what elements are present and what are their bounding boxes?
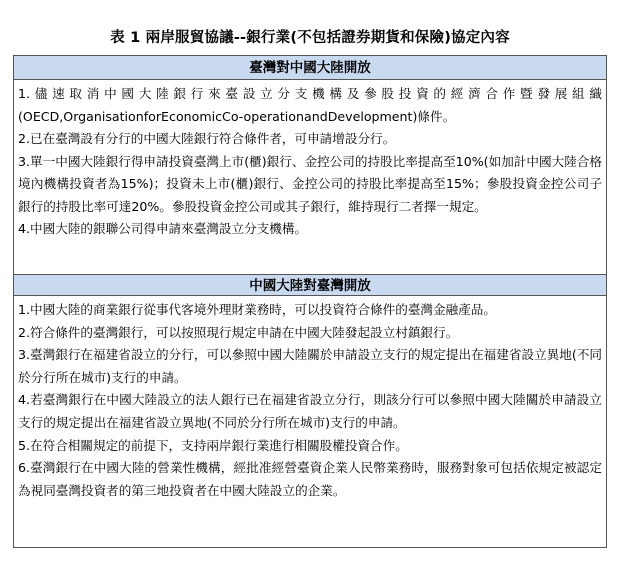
list-item: 6.臺灣銀行在中國大陸的營業性機構，經批准經營臺資企業人民幣業務時，服務對象可包括依規定被認定為視同臺灣投資者的第三地投資者在中國大陸設立的企業。 [18, 460, 602, 498]
list-item: 2.已在臺灣設有分行的中國大陸銀行符合條件者，可申請增設分行。 [18, 131, 396, 146]
section-header-taiwan-opening: 臺灣對中國大陸開放 [14, 56, 606, 80]
list-item: 1.中國大陸的商業銀行從事代客境外理財業務時，可以投資符合條件的臺灣金融產品。 [18, 302, 496, 317]
section-body-taiwan-opening [14, 80, 606, 274]
list-item: 1.儘速取消中國大陸銀行來臺設立分支機構及參股投資的經濟合作暨發展組織(OECD,OrganisationforEconomicCo-operationandDevelopment)條件。 [18, 86, 602, 124]
agreement-table [13, 55, 607, 548]
list-item: 5.在符合相關規定的前提下，支持兩岸銀行業進行相關股權投資合作。 [18, 437, 408, 453]
list-item: 3.單一中國大陸銀行得申請投資臺灣上市(櫃)銀行、金控公司的持股比率提高至10%(如加計中國大陸合格境內機構投資者為15%)；投資未上市(櫃)銀行、金控公司的持股比率提高至15%；參股投資金控公司子銀行的持股比率可達20%。參股投資金控公司或其子銀行，維持現行二者擇一規定。 [18, 153, 602, 214]
list-item: 4.中國大陸的銀聯公司得申請來臺灣設立分支機構。 [18, 221, 308, 236]
section-body-mainland-opening [14, 296, 606, 547]
list-item: 3.臺灣銀行在福建省設立的分行，可以參照中國大陸關於申請設立支行的規定提出在福建省設立異地(不同於分行所在城市)支行的申請。 [18, 347, 602, 385]
section-header-mainland-opening: 中國大陸對臺灣開放 [14, 274, 606, 296]
list-item: 2.符合條件的臺灣銀行，可以按照現行規定申請在中國大陸發起設立村鎮銀行。 [18, 324, 459, 340]
table-title: 表 1 兩岸服貿協議--銀行業(不包括證券期貨和保險)協定內容 [110, 30, 510, 46]
list-item: 4.若臺灣銀行在中國大陸設立的法人銀行已在福建省設立分行，則該分行可以參照中國大陸關於申請設立支行的規定提出在福建省設立異地(不同於分行所在城市)支行的申請。 [18, 392, 602, 430]
